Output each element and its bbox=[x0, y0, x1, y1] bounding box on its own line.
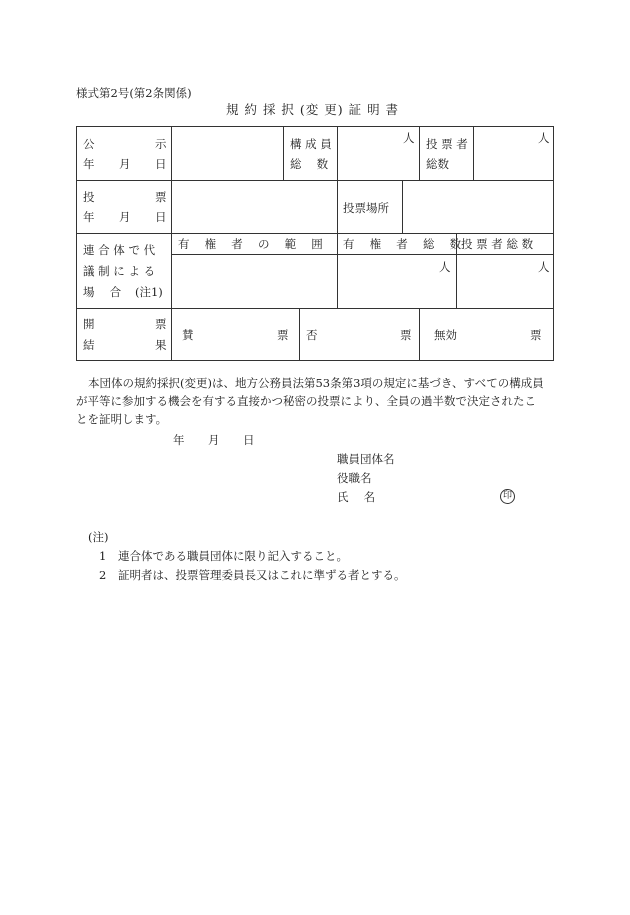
date-day-label: 日 bbox=[155, 210, 167, 224]
table-rule bbox=[283, 126, 284, 180]
date-day-label: 日 bbox=[155, 157, 167, 171]
date-month-label: 月 bbox=[119, 157, 131, 171]
table-rule bbox=[299, 308, 300, 361]
table-rule bbox=[171, 254, 554, 255]
table-rule bbox=[337, 126, 338, 308]
count-result-label: 開 bbox=[83, 317, 95, 331]
federation-label: 場 合 bbox=[83, 285, 122, 299]
table-rule bbox=[402, 180, 403, 233]
no-votes-unit: 票 bbox=[400, 328, 412, 342]
table-rule bbox=[76, 233, 554, 234]
invalid-votes-label: 無効 bbox=[434, 328, 457, 342]
sign-date-year: 年 bbox=[173, 433, 185, 447]
announce-label: 公 bbox=[83, 137, 95, 151]
position-label: 役職名 bbox=[337, 471, 372, 485]
voters-total-label: 投 票 者 bbox=[426, 137, 468, 151]
notes-heading: (注) bbox=[88, 530, 109, 544]
eligible-unit: 人 bbox=[439, 260, 451, 274]
members-unit: 人 bbox=[403, 131, 415, 145]
table-rule bbox=[419, 126, 420, 180]
sign-date-month: 月 bbox=[208, 433, 220, 447]
invalid-votes-unit: 票 bbox=[530, 328, 542, 342]
document-title: 規 約 採 択 (変 更) 証 明 書 bbox=[226, 102, 400, 117]
eligible-total-label: 有 権 者 総 数 bbox=[343, 237, 462, 251]
statement-line: とを証明します。 bbox=[76, 412, 168, 426]
note-number: 1 bbox=[99, 549, 107, 563]
members-total-label: 構 成 員 bbox=[290, 137, 332, 151]
date-year-label: 年 bbox=[83, 210, 95, 224]
table-rule bbox=[473, 126, 474, 180]
table-rule bbox=[171, 126, 172, 361]
table-rule bbox=[419, 308, 420, 361]
name-label: 氏 名 bbox=[337, 490, 376, 504]
form-number: 様式第2号(第2条関係) bbox=[76, 86, 192, 100]
note-reference: (注1) bbox=[135, 285, 163, 299]
announce-label: 示 bbox=[155, 137, 167, 151]
org-name-label: 職員団体名 bbox=[337, 452, 395, 466]
voter-unit: 人 bbox=[538, 260, 550, 274]
members-total-label: 総 数 bbox=[290, 157, 329, 171]
federation-label: 議 制 に よ る bbox=[83, 264, 156, 278]
note-text: 証明者は、投票管理委員長又はこれに準ずる者とする。 bbox=[118, 568, 406, 582]
sign-date-day: 日 bbox=[243, 433, 255, 447]
count-result-label: 票 bbox=[155, 317, 167, 331]
eligible-scope-label: 有 権 者 の 範 囲 bbox=[178, 237, 323, 251]
count-result-label: 果 bbox=[155, 338, 167, 352]
note-number: 2 bbox=[99, 568, 107, 582]
table-rule bbox=[76, 180, 554, 181]
yes-votes-label: 賛 bbox=[182, 328, 194, 342]
date-year-label: 年 bbox=[83, 157, 95, 171]
statement-line: が平等に参加する機会を有する直接かつ秘密の投票により、全員の過半数で決定されたこ bbox=[76, 394, 536, 408]
federation-label: 連 合 体 で 代 bbox=[83, 243, 156, 257]
date-month-label: 月 bbox=[119, 210, 131, 224]
count-result-label: 結 bbox=[83, 338, 95, 352]
vote-date-label: 票 bbox=[155, 190, 167, 204]
seal-icon: 印 bbox=[500, 489, 515, 504]
voter-total-label: 投 票 者 総 数 bbox=[461, 237, 534, 251]
voters-unit: 人 bbox=[538, 131, 550, 145]
vote-date-label: 投 bbox=[83, 190, 95, 204]
vote-place-label: 投票場所 bbox=[343, 201, 389, 215]
note-text: 連合体である職員団体に限り記入すること。 bbox=[118, 549, 348, 563]
yes-votes-unit: 票 bbox=[277, 328, 289, 342]
no-votes-label: 否 bbox=[306, 328, 318, 342]
voters-total-label: 総数 bbox=[426, 157, 449, 171]
table-rule bbox=[76, 308, 554, 309]
statement-line: 本団体の規約採択(変更)は、地方公務員法第53条第3項の規定に基づき、すべての構成員 bbox=[88, 376, 544, 390]
